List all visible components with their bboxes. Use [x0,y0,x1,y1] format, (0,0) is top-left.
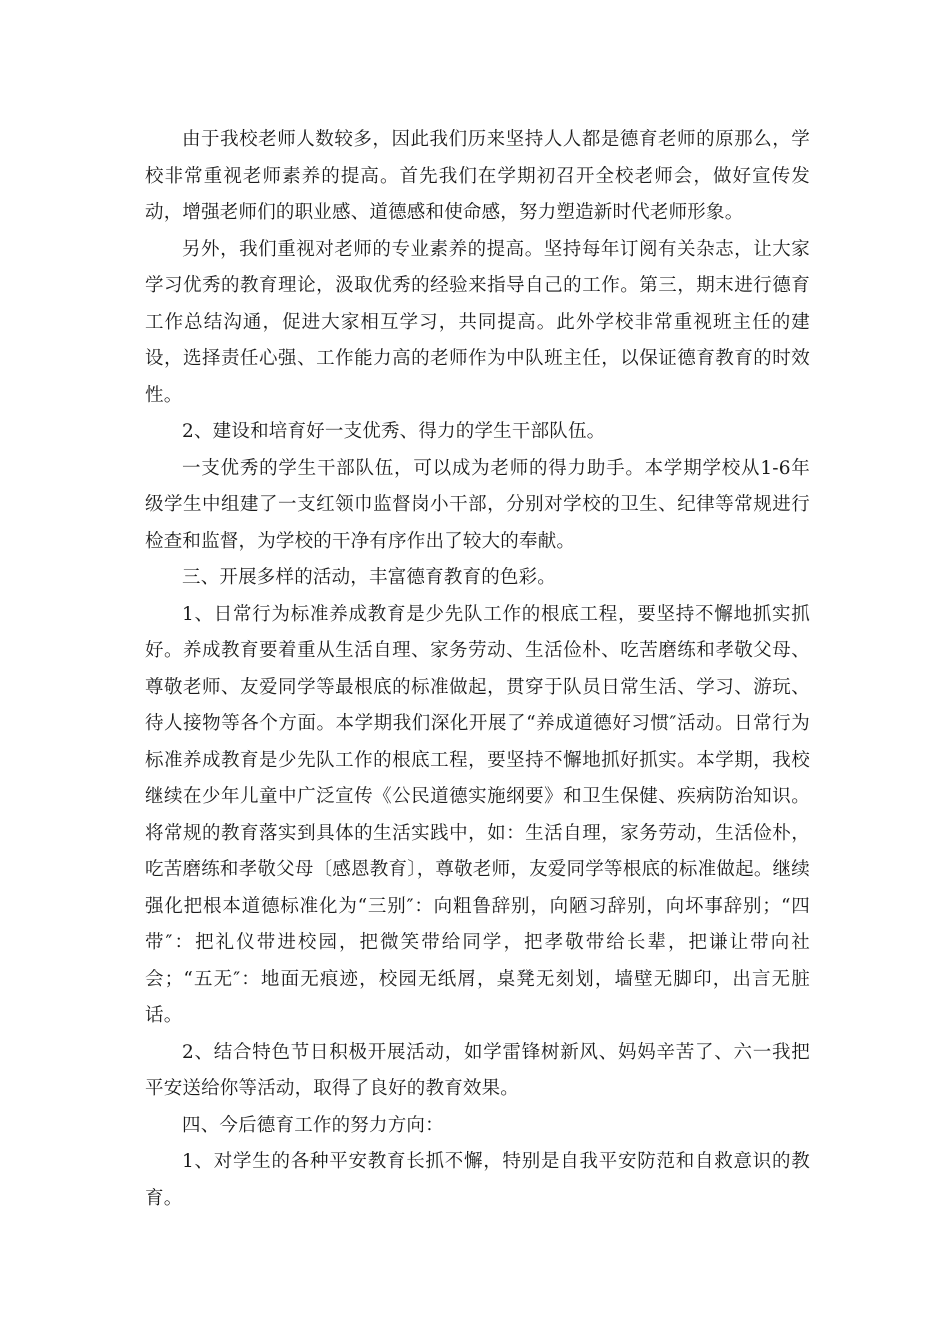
paragraph-habit-education: 1、日常行为标准养成教育是少先队工作的根底工程，要坚持不懈地抓实抓好。养成教育要着重从生活自理、家务劳动、生活俭朴、吃苦磨练和孝敬父母、尊敬老师、友爱同学等最根底的标准做起，贯穿于队员日常生活、学习、游玩、待人接物等各个方面。本学期我们深化开展了“养成道德好习惯″活动。日常行为标准养成教育是少先队工作的根底工程，要坚持不懈地抓好抓实。本学期，我校继续在少年儿童中广泛宣传《公民道德实施纲要》和卫生保健、疾病防治知识。将常规的教育落实到具体的生活实践中，如：生活自理，家务劳动，生活俭朴，吃苦磨练和孝敬父母〔感恩教育〕，尊敬老师，友爱同学等根底的标准做起。继续强化把根本道德标准化为“三别″：向粗鲁辞别，向陋习辞别，向坏事辞别；“四带″：把礼仪带进校园，把微笑带给同学，把孝敬带给长辈，把谦让带向社会；“五无″：地面无痕迹，校园无纸屑，桌凳无刻划，墙壁无脚印，出言无脏话。 [145,603,810,1026]
paragraph-safety-education: 1、对学生的各种平安教育长抓不懈，特别是自我平安防范和自救意识的教育。 [145,1151,810,1209]
paragraph-student-cadres: 一支优秀的学生干部队伍，可以成为老师的得力助手。本学期学校从1-6年级学生中组建了一支红领巾监督岗小干部，分别对学校的卫生、纪律等常规进行检查和监督，为学校的干净有序作出了较大的奉献。 [145,457,810,552]
paragraph-festival-activities: 2、结合特色节日积极开展活动，如学雷锋树新风、妈妈辛苦了、六一我把平安送给你等活动，取得了良好的教育效果。 [145,1041,810,1099]
paragraph-teacher-count: 由于我校老师人数较多，因此我们历来坚持人人都是德育老师的原那么，学校非常重视老师素养的提高。首先我们在学期初召开全校老师会，做好宣传发动，增强老师们的职业感、道德感和使命感，努力塑造新时代老师形象。 [145,129,810,223]
document-body [145,122,810,1217]
paragraph-teacher-professional: 另外，我们重视对老师的专业素养的提高。坚持每年订阅有关杂志，让大家学习优秀的教育理论，汲取优秀的经验来指导自己的工作。第三，期末进行德育工作总结沟通，促进大家相互学习，共同提高。此外学校非常重视班主任的建设，选择责任心强、工作能力高的老师作为中队班主任，以保证德育教育的时效性。 [145,238,810,406]
section-heading-future-direction: 四、今后德育工作的努力方向： [182,1114,444,1136]
section-heading-activities: 三、开展多样的活动，丰富德育教育的色彩。 [182,567,557,588]
paragraph-heading-student-cadres: 2、建设和培育好一支优秀、得力的学生干部队伍。 [182,421,606,442]
